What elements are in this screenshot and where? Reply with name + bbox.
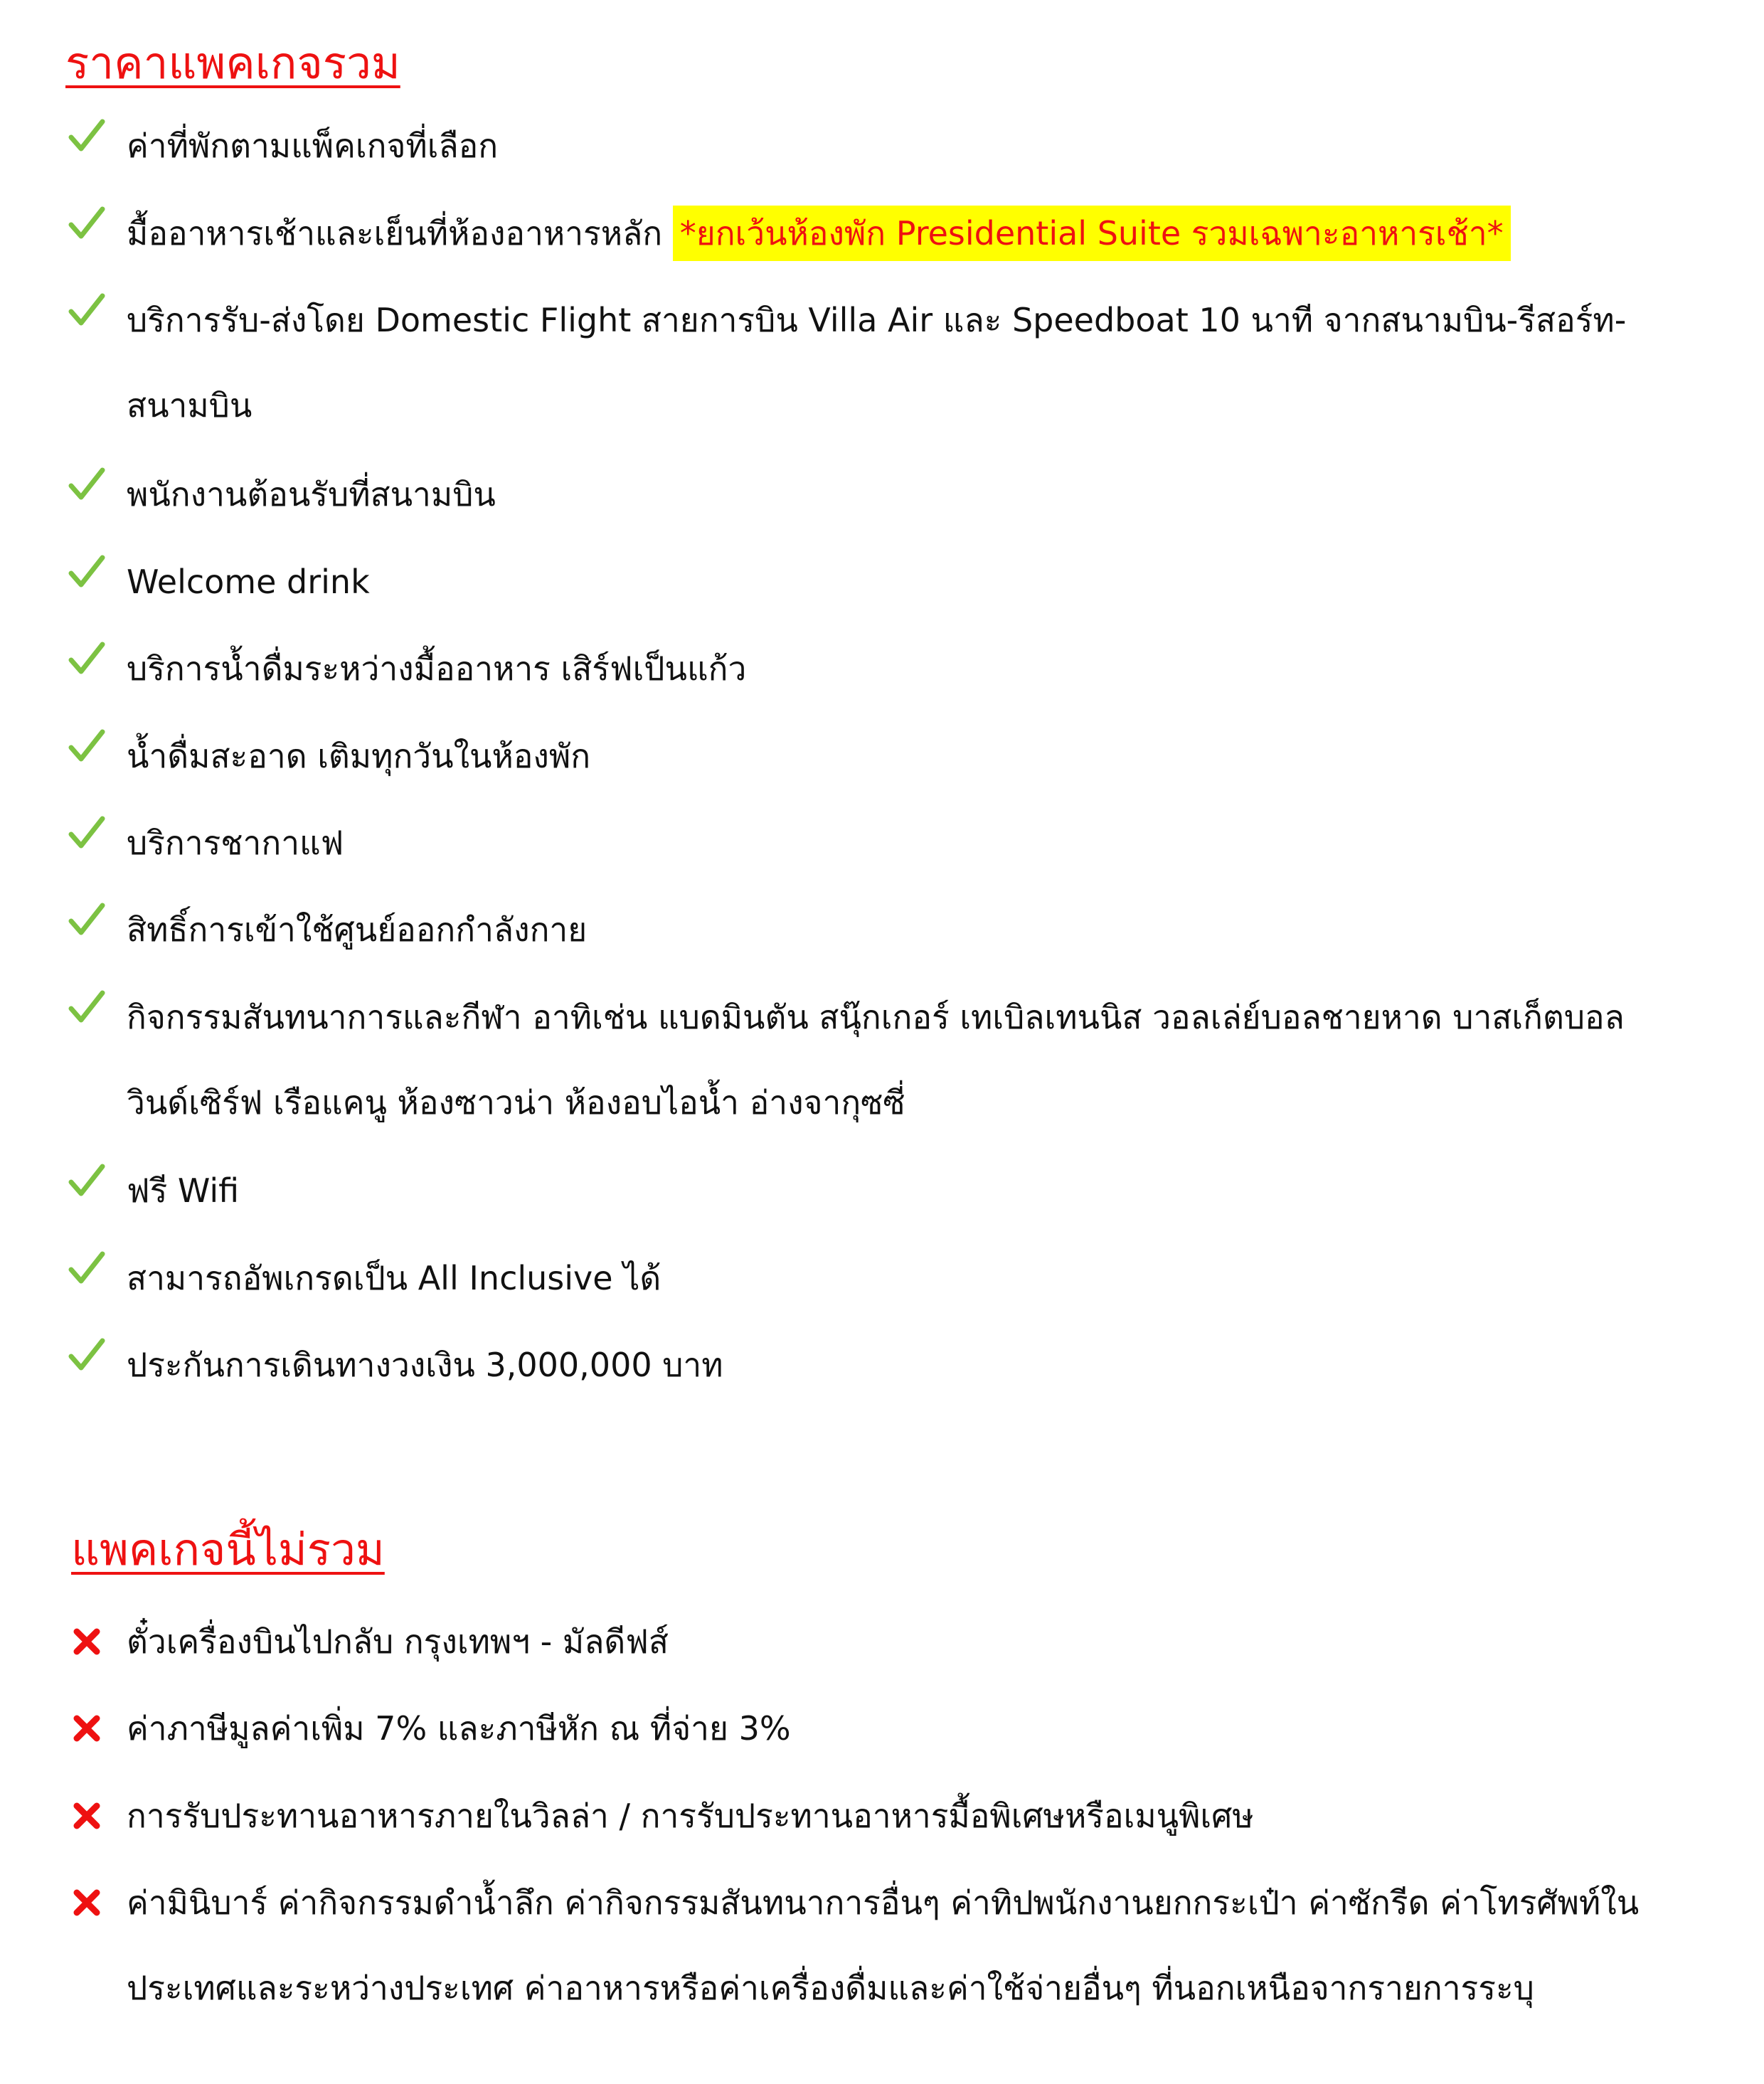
item-line <box>127 452 496 537</box>
item-line <box>127 1235 661 1321</box>
item-line <box>127 800 344 886</box>
item-label: ฟรี Wifi <box>127 1171 240 1210</box>
cross-icon <box>68 1884 105 1921</box>
item-line <box>127 1599 669 1684</box>
item-line <box>127 277 1626 363</box>
check-icon <box>68 117 105 154</box>
item-label-continued: วินด์เซิร์ฟ เรือแคนู ห้องซาวน่า ห้องอบไอน้ำ อ่างจากุซซี่ <box>127 1083 905 1122</box>
list-item <box>0 1148 1764 1233</box>
item-label: สิทธิ์การเข้าใช้ศูนย์ออกกำลังกาย <box>127 910 588 949</box>
cross-icon <box>68 1623 105 1660</box>
list-item <box>0 1235 1764 1321</box>
item-text <box>127 800 344 886</box>
item-line <box>127 1148 239 1233</box>
item-text <box>127 1148 239 1233</box>
check-icon <box>68 814 105 851</box>
list-item <box>0 452 1764 537</box>
item-line <box>127 539 370 624</box>
item-label: Welcome drink <box>127 563 370 601</box>
item-label: ประกันการเดินทางวงเงิน 3,000,000 บาท <box>127 1346 723 1384</box>
check-icon <box>68 466 105 503</box>
list-item <box>0 974 1764 1145</box>
item-label: ตั๋วเครื่องบินไปกลับ กรุงเทพฯ - มัลดีฟส์ <box>127 1622 669 1661</box>
item-line <box>127 1773 1254 1859</box>
item-text <box>127 1773 1254 1859</box>
list-item <box>0 539 1764 624</box>
item-line <box>127 626 746 711</box>
check-icon <box>68 553 105 590</box>
check-icon <box>68 640 105 677</box>
item-line <box>127 1322 723 1408</box>
list-item <box>0 1599 1764 1684</box>
item-line <box>127 191 1511 276</box>
check-icon <box>68 728 105 765</box>
check-icon <box>68 1162 105 1199</box>
item-label: พนักงานต้อนรับที่สนามบิน <box>127 475 496 514</box>
list-item <box>0 626 1764 711</box>
item-text <box>127 103 498 188</box>
item-line <box>127 103 498 188</box>
item-line <box>127 887 587 972</box>
list-item <box>0 277 1764 448</box>
item-line <box>127 974 1625 1060</box>
item-label: ค่าที่พักตามแพ็คเกจที่เลือก <box>127 127 499 165</box>
highlight-note: *ยกเว้นห้องพัก Presidential Suite รวมเฉพาะอาหารเช้า* <box>673 206 1511 261</box>
list-item <box>0 1322 1764 1408</box>
item-line <box>127 1686 791 1771</box>
item-label: มื้ออาหารเช้าและเย็นที่ห้องอาหารหลัก <box>127 214 663 252</box>
list-item <box>0 1860 1764 2031</box>
list-item <box>0 887 1764 972</box>
item-text <box>127 1322 723 1408</box>
check-icon <box>68 901 105 938</box>
item-label-continued: สนามบิน <box>127 386 253 425</box>
item-label: น้ำดื่มสะอาด เติมทุกวันในห้องพัก <box>127 737 591 775</box>
check-icon <box>68 1336 105 1373</box>
item-label: บริการรับ-ส่งโดย Domestic Flight สายการบิน Villa Air และ Speedboat 10 นาที จากสนามบิน-รีสอร์ท- <box>127 301 1627 339</box>
check-icon <box>68 1250 105 1287</box>
item-text <box>127 1235 661 1321</box>
cross-icon <box>68 1710 105 1747</box>
item-text <box>127 1686 791 1771</box>
check-icon <box>68 989 105 1026</box>
list-item <box>0 1773 1764 1859</box>
item-text <box>127 191 1511 276</box>
list-item <box>0 191 1764 276</box>
check-icon <box>68 205 105 242</box>
item-text <box>127 539 370 624</box>
item-label: บริการชากาแฟ <box>127 824 344 862</box>
item-text <box>127 974 1625 1145</box>
included-section-title: ราคาแพคเกจรวม <box>65 37 400 89</box>
cross-icon <box>68 1797 105 1834</box>
item-label: การรับประทานอาหารภายในวิลล่า / การรับประทานอาหารมื้อพิเศษหรือเมนูพิเศษ <box>127 1797 1254 1835</box>
item-text <box>127 452 496 537</box>
item-text <box>127 626 746 711</box>
item-label-continued: ประเทศและระหว่างประเทศ ค่าอาหารหรือค่าเครื่องดื่มและค่าใช้จ่ายอื่นๆ ที่นอกเหนือจากรายการระบุ <box>127 1969 1534 2007</box>
item-text <box>127 1860 1639 2031</box>
item-line <box>127 713 590 799</box>
excluded-section-title: แพคเกจนี้ไม่รวม <box>71 1524 385 1575</box>
item-text <box>127 1599 669 1684</box>
check-icon <box>68 292 105 329</box>
item-text <box>127 887 587 972</box>
item-text <box>127 713 590 799</box>
list-item <box>0 800 1764 886</box>
item-label: บริการน้ำดื่มระหว่างมื้ออาหาร เสิร์ฟเป็นแก้ว <box>127 649 747 688</box>
list-item <box>0 1686 1764 1771</box>
item-label: ค่าภาษีมูลค่าเพิ่ม 7% และภาษีหัก ณ ที่จ่าย 3% <box>127 1709 791 1748</box>
item-label: สามารถอัพเกรดเป็น All Inclusive ได้ <box>127 1259 662 1297</box>
item-label: กิจกรรมสันทนาการและกีฬา อาทิเช่น แบดมินตัน สนุ๊กเกอร์ เทเบิลเทนนิส วอลเล่ย์บอลชายหาด บาสเก็ตบอล <box>127 998 1625 1036</box>
item-text <box>127 277 1626 448</box>
item-label: ค่ามินิบาร์ ค่ากิจกรรมดำน้ำลึก ค่ากิจกรรมสันทนาการอื่นๆ ค่าทิปพนักงานยกกระเป๋า ค่าซักรีด ค่าโทรศัพท์ใน <box>127 1883 1640 1922</box>
item-line <box>127 1860 1639 1945</box>
list-item <box>0 103 1764 188</box>
list-item <box>0 713 1764 799</box>
